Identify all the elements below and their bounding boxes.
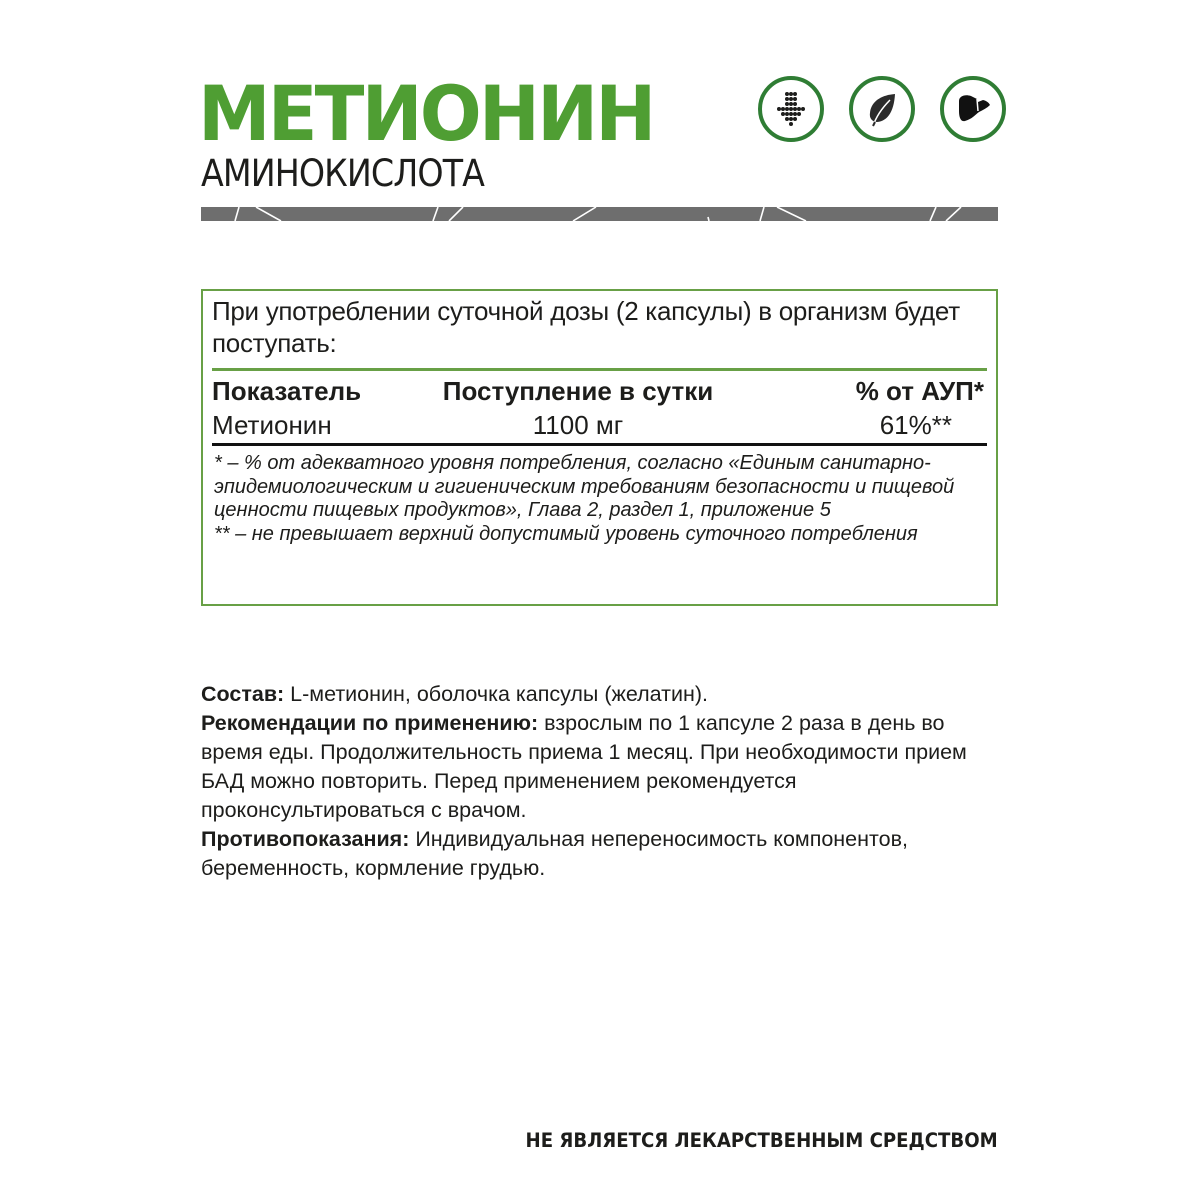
feature-icons: [758, 76, 1006, 142]
intake-intro-text: При употреблении суточной дозы (2 капсулы) в организм будет поступать:: [212, 296, 960, 358]
nutrition-info-box: [201, 289, 998, 606]
absorption-arrow-icon: [758, 76, 824, 142]
recommendations-paragraph: [201, 709, 991, 825]
cell-indicator: Метионин: [212, 410, 332, 440]
product-title: МЕТИОНИН: [198, 69, 654, 158]
product-details: [201, 680, 991, 883]
disclaimer: НЕ ЯВЛЯЕТСЯ ЛЕКАРСТВЕННЫМ СРЕДСТВОМ: [525, 1129, 998, 1152]
composition-label: Состав:: [201, 682, 285, 706]
leaf-icon: [849, 76, 915, 142]
composition-text: L-метионин, оболочка капсулы (желатин).: [284, 682, 709, 706]
cell-daily-intake: 1100 мг: [532, 410, 624, 440]
contraindications-text: Индивидуальная непереносимость компонентов, беременность, кормление грудью.: [201, 827, 908, 880]
liver-icon: [940, 76, 1006, 142]
contraindications-label: Противопоказания:: [201, 827, 410, 851]
green-divider: [212, 368, 987, 371]
footnote-1: * – % от адекватного уровня потребления, согласно «Единым санитарно-эпидемиологическим и гигиеническим требованиям безопасности и пищевой ценности пищевых продуктов», Глава 2, раздел 1, приложение 5: [214, 452, 955, 521]
column-header-daily-intake: Поступление в сутки: [442, 376, 714, 406]
cell-percent: 61%**: [879, 410, 952, 440]
footnotes: [214, 452, 994, 546]
column-header-percent: % от АУП*: [855, 376, 984, 406]
footnote-2: ** – не превышает верхний допустимый уровень суточного потребления: [214, 522, 918, 545]
black-divider: [212, 443, 987, 446]
contraindications-paragraph: [201, 825, 991, 883]
recommendations-text: взрослым по 1 капсуле 2 раза в день во время еды. Продолжительность приема 1 месяц. При необходимости прием БАД можно повторить. Перед применением рекомендуется проконсультироваться с врачом.: [201, 711, 967, 822]
column-header-indicator: Показатель: [212, 376, 362, 406]
composition-paragraph: [201, 680, 991, 709]
product-subtitle: АМИНОКИСЛОТА: [201, 152, 485, 195]
recommendations-label: Рекомендации по применению:: [201, 711, 539, 735]
decorative-stripe: [201, 207, 998, 221]
